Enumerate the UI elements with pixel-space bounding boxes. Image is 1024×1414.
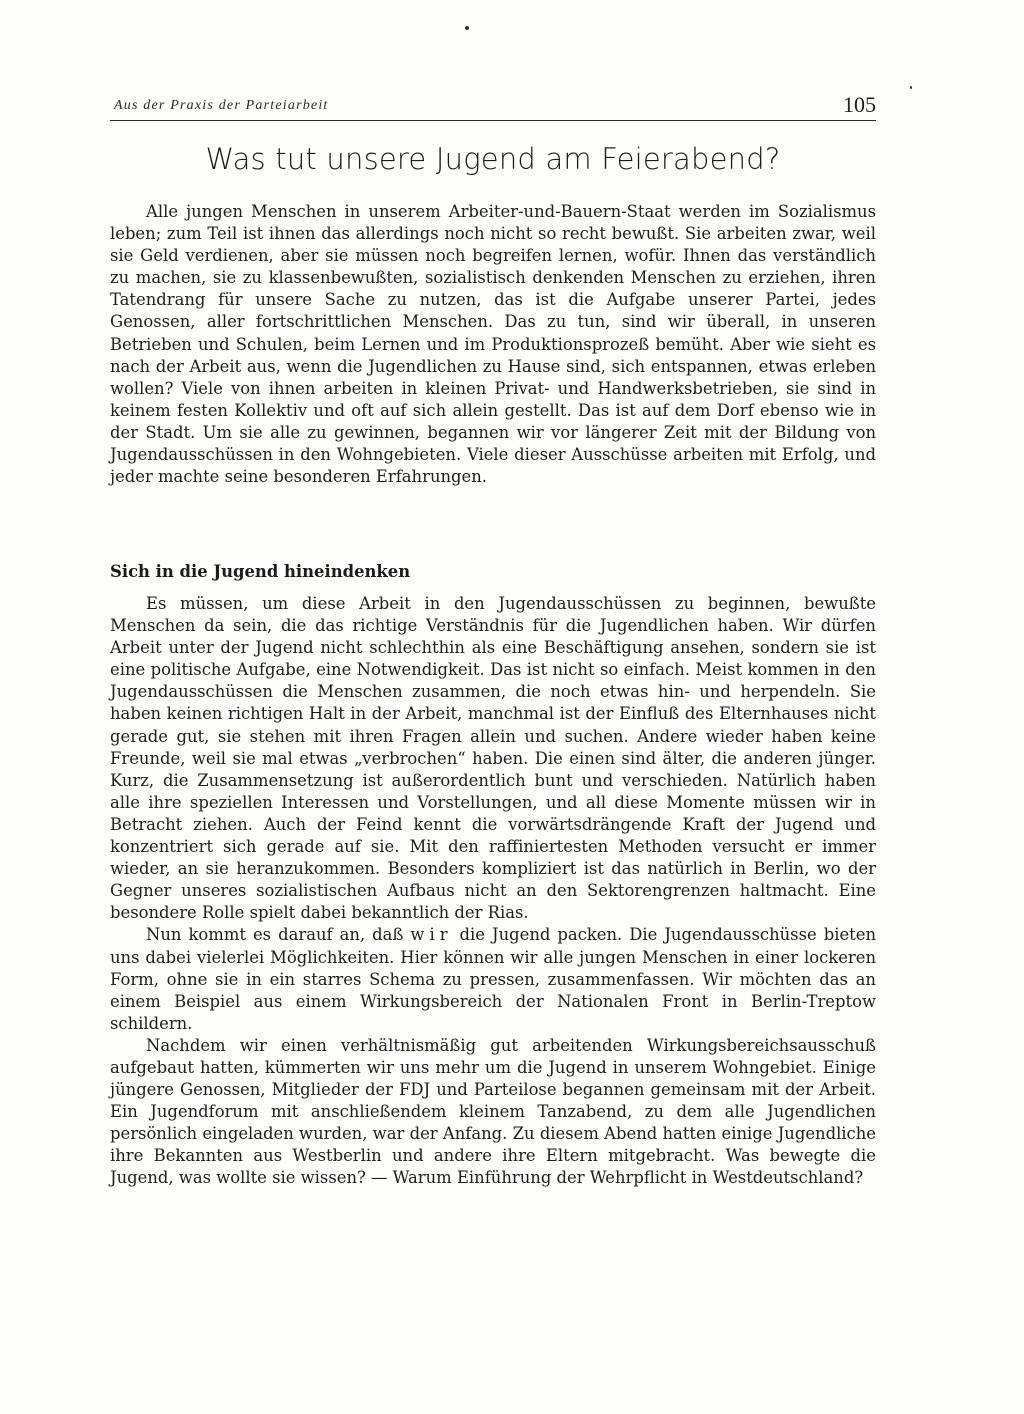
body-paragraph-3: Nachdem wir einen verhältnismäßig gut arbeitenden Wirkungsbereichsausschuß aufgebaut hatten, kümmerten wir uns mehr um die Jugend in unserem Wohngebiet. Einige jüngere Genossen, Mitglieder der FDJ und Parteilose begannen gemeinsam mit der Arbeit. Ein Jugendforum mit anschließendem kleinem Tanzabend, zu dem alle Jugendlichen persönlich eingeladen wurden, war der Anfang. Zu diesem Abend hatten einige Jugendliche ihre Bekannten aus Westberlin und andere ihre Eltern mitgebracht. Was bewegte die Jugend, was wollte sie wissen? — Warum Einführung der Wehrpflicht in Westdeutschland? bbox=[110, 1035, 876, 1188]
running-head bbox=[110, 92, 876, 121]
article-title: Was tut unsere Jugend am Feierabend? bbox=[205, 142, 781, 176]
body-paragraph-1: Es müssen, um diese Arbeit in den Jugendausschüssen zu beginnen, bewußte Menschen da sein, die das richtige Verständnis für die Jugendlichen haben. Wir dürfen Arbeit unter der Jugend nicht schlechthin als eine Beschäftigung ansehen, sondern sie ist eine politische Aufgabe, eine Notwendigkeit. Das ist nicht so einfach. Meist kommen in den Jugendausschüssen die Menschen zusammen, die noch etwas hin- und herpendeln. Sie haben keinen richtigen Halt in der Arbeit, manchmal ist der Einfluß des Elternhauses nicht gerade gut, sie stehen mit ihren Fragen allein und suchen. Andere wieder haben keine Freunde, weil sie mal etwas „verbrochen“ haben. Die einen sind älter, die anderen jünger. Kurz, die Zusammensetzung ist außerordentlich bunt und verschieden. Natürlich haben alle ihre speziellen Interessen und Vorstellungen, und all diese Momente müssen wir in Betracht ziehen. Auch der Feind kennt die vorwärtsdrängende Kraft der Jugend und konzentriert sich gerade auf sie. Mit den raffiniertesten Methoden versucht er immer wieder, an sie heranzukommen. Besonders kompliziert ist das natürlich in Berlin, wo der Gegner unseres sozialistischen Aufbaus nicht an den Sektorengrenzen haltmacht. Eine besondere Rolle spielt dabei bekanntlich der Rias. bbox=[110, 594, 876, 923]
main-block bbox=[110, 593, 876, 1190]
running-head-section: Aus der Praxis der Parteiarbeit bbox=[114, 98, 329, 113]
intro-block bbox=[110, 201, 876, 488]
paragraph-2-rest: die Jugend packen. Die Jugendausschüsse bieten uns dabei vielerlei Möglichkeiten. Hier können wir alle jungen Menschen in einer lockeren Form, ohne sie in ein starres Schema zu pressen, zusammenfassen. Wir möchten das an einem Beispiel aus einem Wirkungsbereich der Nationalen Front in Berlin-Treptow schildern. bbox=[110, 925, 876, 1033]
print-speck bbox=[465, 26, 469, 30]
page-number: 105 bbox=[843, 92, 876, 117]
paragraph-2-start: Nun kommt es darauf an, daß bbox=[146, 925, 411, 945]
print-speck bbox=[910, 86, 912, 89]
intro-paragraph: Alle jungen Menschen in unserem Arbeiter-und-Bauern-Staat werden im Sozialismus leben; zum Teil ist ihnen das allerdings noch nicht so recht bewußt. Sie arbeiten zwar, weil sie Geld verdienen, aber sie müssen noch begreifen lernen, wofür. Ihnen das verständlich zu machen, sie zu klassenbewußten, sozialistisch denkenden Menschen zu erziehen, ihren Tatendrang für unsere Sache zu nutzen, das ist die Aufgabe unserer Partei, jedes Genossen, aller fortschrittlichen Menschen. Das zu tun, sind wir überall, in unseren Betrieben und Schulen, beim Lernen und im Produktionsprozeß bemüht. Aber wie sieht es nach der Arbeit aus, wenn die Jugendlichen zu Hause sind, sich entspannen, etwas erleben wollen? Viele von ihnen arbeiten in kleinen Privat- und Handwerksbetrieben, sie sind in keinem festen Kollektiv und oft auf sich allein gestellt. Das ist auf dem Dorf ebenso wie in der Stadt. Um sie alle zu gewinnen, begannen wir vor längerer Zeit mit der Bildung von Jugendausschüssen in den Wohngebieten. Viele dieser Ausschüsse arbeiten mit Erfolg, und jeder machte seine besonderen Erfahrungen. bbox=[110, 202, 876, 487]
emphasized-word: wir bbox=[410, 925, 453, 945]
body-paragraph-2 bbox=[110, 924, 876, 1034]
section-heading: Sich in die Jugend hineindenken bbox=[110, 562, 411, 581]
